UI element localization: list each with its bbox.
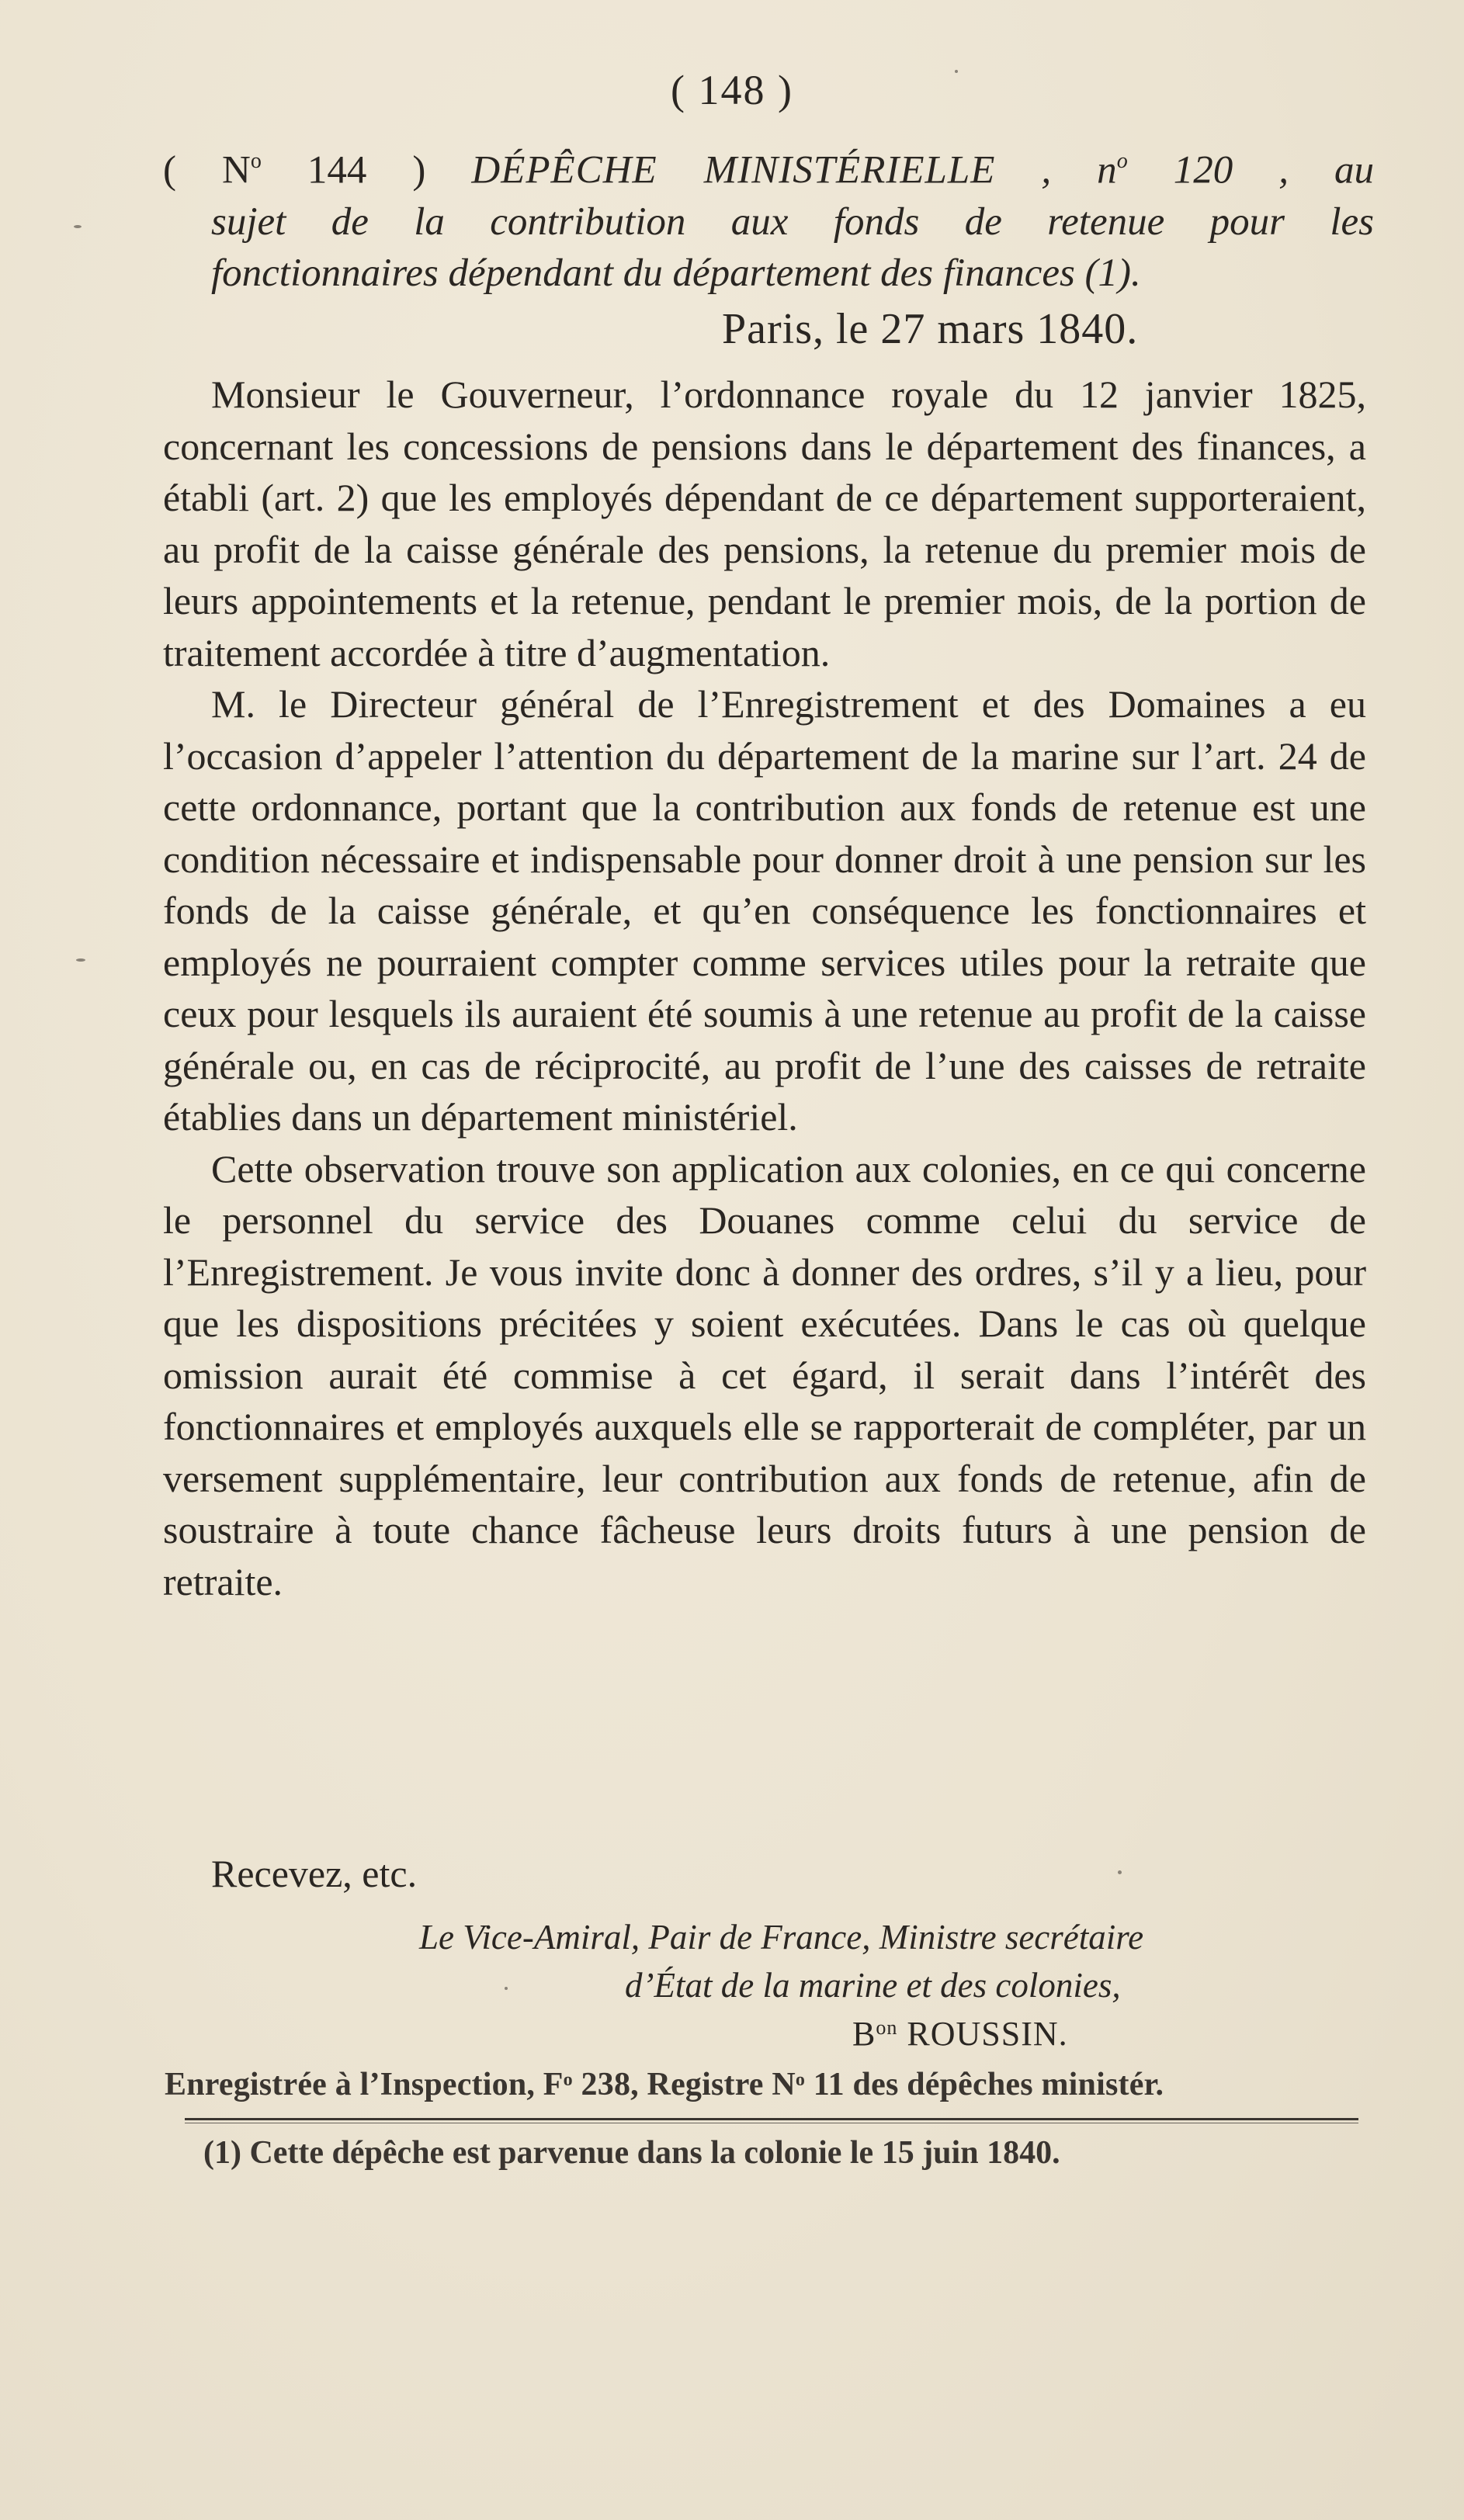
footnote: (1) Cette dépêche est parvenue dans la colonie le 15 juin 1840. — [203, 2135, 1060, 2171]
paper-speck — [1118, 1870, 1122, 1874]
heading-title: DÉPÊCHE MINISTÉRIELLE — [471, 148, 996, 192]
registration-text: 11 des dépêches ministér. — [805, 2067, 1164, 2102]
heading-dispatch-prefix: , n — [995, 148, 1117, 192]
signature-line-1: Le Vice-Amiral, Pair de France, Ministre secrétaire — [419, 1918, 1144, 1957]
heading-number-sup: o — [250, 149, 262, 173]
registration-note — [165, 2066, 1376, 2103]
letter-body — [163, 369, 1366, 1607]
paper-speck — [76, 958, 85, 962]
closing-formula: Recevez, etc. — [211, 1852, 418, 1895]
dateline: Paris, le 27 mars 1840. — [722, 305, 1139, 353]
registration-sup: o — [563, 2070, 573, 2090]
paper-speck — [74, 225, 82, 228]
heading-dispatch-sup: o — [1116, 149, 1128, 173]
signature-title-prefix: B — [852, 2015, 876, 2053]
signature-line-2: d’État de la marine et des colonies, — [625, 1966, 1121, 2005]
paragraph: M. le Directeur général de l’Enregistrement et des Domaines a eu l’occasion d’appeler l’attention du département de la marine sur l’art. 24 de cette ordonnance, portant que la contribution aux fonds de retenue est une condition nécessaire et indispensable pour donner droit à une pension sur les fonds de la caisse générale, et qu’en conséquence les fonctionnaires et employés ne pourraient compter comme services utiles pour la retraite que ceux pour lesquels ils auraient été soumis à une retenue au profit de la caisse générale ou, en cas de réciprocité, au profit de l’une des caisses de retraite établies dans un département ministériel. — [163, 682, 1366, 1139]
heading-line-3: fonctionnaires dépendant du département des finances (1). — [211, 251, 1141, 295]
paragraph: Monsieur le Gouverneur, l’ordonnance royale du 12 janvier 1825, concernant les concessions de pensions dans le département des finances, a établi (art. 2) que les employés dépendant de ce département supporteraient, au profit de la caisse générale des pensions, la retenue du premier mois de leurs appointements et la retenue, pendant le premier mois, de la portion de traitement accordée à titre d’augmentation. — [163, 373, 1366, 674]
heading-line-2: sujet de la contribution aux fonds de retenue pour les — [211, 199, 1374, 244]
signature-title-sup: on — [876, 2016, 898, 2039]
signature-name — [852, 2014, 1068, 2054]
dispatch-heading — [163, 136, 1374, 299]
registration-sup: o — [795, 2070, 806, 2090]
page-number: ( 148 ) — [671, 67, 793, 113]
heading-number-label: ( N — [163, 148, 251, 192]
heading-number: 144 ) — [261, 148, 472, 192]
heading-dispatch-number: 120 , au — [1127, 148, 1375, 192]
registration-text: Enregistrée à l’Inspection, F — [165, 2067, 564, 2102]
paper-speck — [955, 70, 958, 73]
signature-surname: ROUSSIN. — [897, 2015, 1068, 2053]
paper-speck — [505, 1987, 508, 1990]
paragraph: Cette observation trouve son application aux colonies, en ce qui concerne le personnel du service des Douanes comme celui du service de l’Enregistrement. Je vous invite donc à donner des ordres, s’il y a lieu, pour que les dispositions précitées y soient exécutées. Dans le cas où quelque omission aurait été commise à cet égard, il serait dans l’intérêt des fonctionnaires et employés auxquels elle se rapporterait de compléter, par un versement supplémentaire, leur contribution aux fonds de retenue, afin de soustraire à toute chance fâcheuse leurs droits futurs à une pension de retraite. — [163, 1146, 1366, 1603]
registration-text: 238, Registre N — [572, 2067, 796, 2102]
heading-line-1 — [163, 136, 1374, 196]
footnote-divider — [185, 2118, 1358, 2120]
